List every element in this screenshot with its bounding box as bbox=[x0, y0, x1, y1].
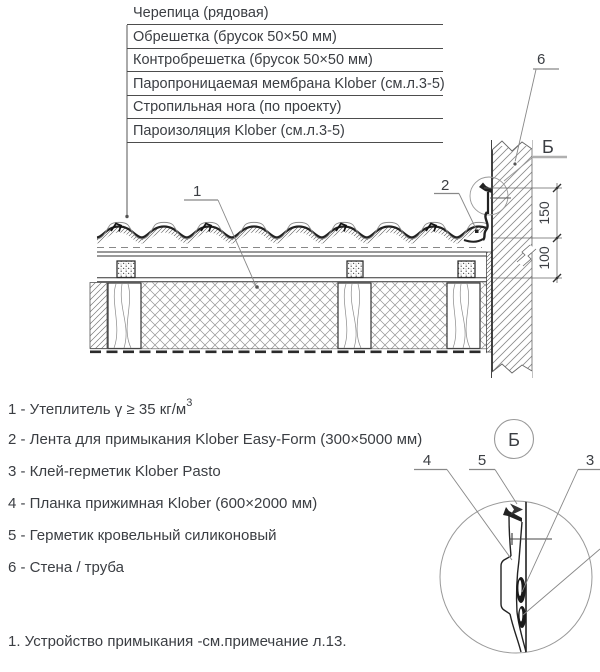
detail-callout-5: 5 bbox=[477, 452, 487, 469]
callout-6: 6 bbox=[537, 51, 546, 68]
counter-batten-block bbox=[117, 261, 135, 278]
legend-item-1-sup: 3 bbox=[186, 397, 193, 409]
rafter bbox=[447, 283, 480, 349]
counter-batten-block bbox=[347, 261, 363, 278]
tile-course bbox=[97, 222, 502, 240]
rafter bbox=[108, 283, 141, 349]
wall bbox=[492, 140, 536, 378]
dimension-150: 150 bbox=[536, 201, 552, 225]
legend-item-1 bbox=[8, 399, 478, 431]
callout-1: 1 bbox=[193, 183, 202, 200]
legend-item-3: 3 - Клей-герметик Klober Pasto bbox=[8, 463, 221, 480]
counter-batten-block bbox=[458, 261, 475, 278]
layer-label-batten: Обрешетка (брусок 50×50 мм) bbox=[127, 25, 443, 49]
layer-label-tile: Черепица (рядовая) bbox=[127, 2, 443, 26]
insulation-cut-edge bbox=[90, 283, 107, 349]
footnote: 1. Устройство примыкания -см.примечание л.13. bbox=[8, 633, 347, 650]
legend-item-1-text: 1 - Утеплитель γ ≥ 35 кг/м bbox=[8, 401, 187, 418]
section-mark-B: Б bbox=[542, 137, 554, 157]
legend-list bbox=[8, 399, 478, 591]
detail-content bbox=[501, 500, 552, 655]
dimension-100: 100 bbox=[536, 246, 552, 270]
legend-item-5: 5 - Герметик кровельный силиконовый bbox=[8, 527, 277, 544]
layer-label-membrane: Паропроницаемая мембрана Klober (см.л.3-5) bbox=[127, 72, 443, 96]
roof-section bbox=[90, 222, 502, 352]
layer-label-counter-batten: Контробрешетка (брусок 50×50 мм) bbox=[127, 49, 443, 73]
legend-item-6: 6 - Стена / труба bbox=[8, 559, 124, 576]
legend-item-2: 2 - Лента для примыкания Klober Easy-Form (300×5000 мм) bbox=[8, 431, 423, 448]
layer-label-rafter: Стропильная нога (по проекту) bbox=[127, 96, 443, 120]
callout-2: 2 bbox=[441, 177, 450, 194]
legend-item-4: 4 - Планка прижимная Klober (600×2000 мм) bbox=[8, 495, 318, 512]
detail-title: Б bbox=[508, 430, 520, 450]
layer-label-block bbox=[127, 2, 443, 143]
detail-callout-4: 4 bbox=[422, 452, 432, 469]
insulation-layer bbox=[107, 283, 487, 349]
detail-callout-3: 3 bbox=[585, 452, 595, 469]
rafter bbox=[338, 283, 371, 349]
layer-label-vapour-barrier: Пароизоляция Klober (см.л.3-5) bbox=[127, 119, 443, 143]
